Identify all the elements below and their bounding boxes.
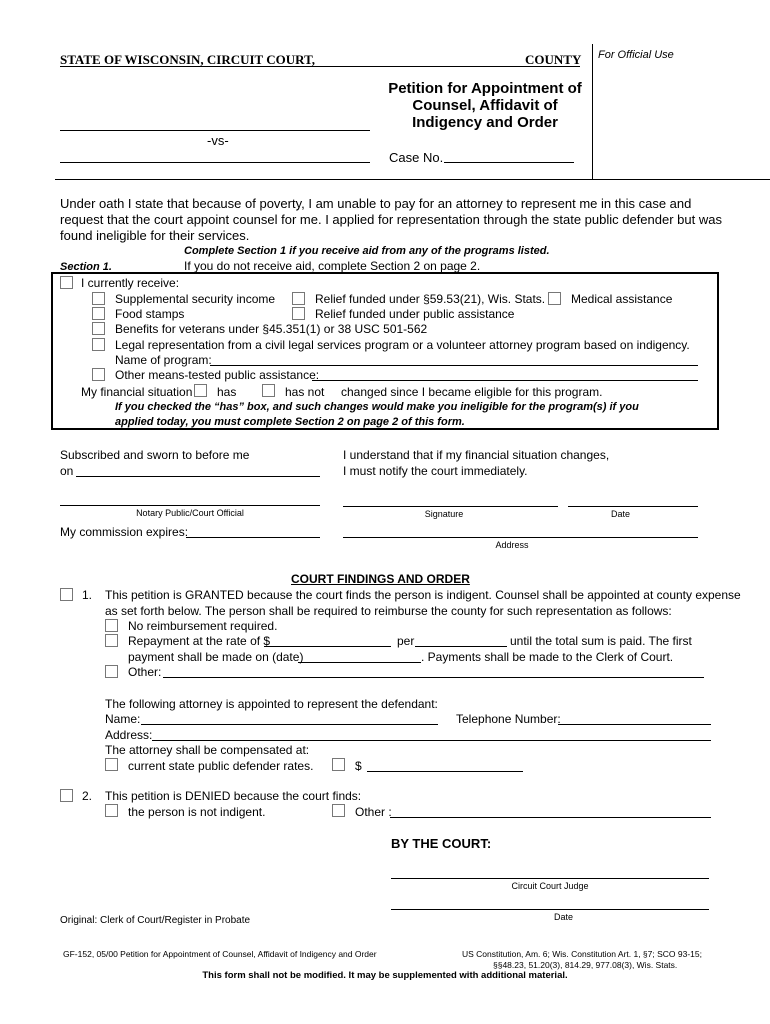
no-reimbursement-checkbox[interactable]	[105, 619, 118, 632]
date-label: Date	[610, 509, 630, 519]
understand-label: I understand that if my financial situation changes,	[343, 448, 610, 462]
by-the-court-label: BY THE COURT:	[391, 836, 492, 851]
header-bottom-rule	[55, 179, 770, 180]
current-rates-label: current state public defender rates.	[128, 759, 314, 773]
payment-made-label: payment shall be made on (date)	[128, 650, 304, 664]
relief-5953-label: Relief funded under §59.53(21), Wis. Stats.	[315, 292, 546, 306]
repayment-period-field[interactable]	[415, 646, 507, 647]
official-use-label: For Official Use	[598, 49, 674, 61]
attorney-address-label: Address:	[105, 728, 153, 742]
medical-assistance-checkbox[interactable]	[548, 292, 561, 305]
has-not-label: has not	[285, 385, 325, 399]
following-attorney-label: The following attorney is appointed to represent the defendant:	[105, 697, 438, 711]
modification-notice: This form shall not be modified. It may be supplemented with additional material.	[202, 970, 568, 981]
denied-other-checkbox[interactable]	[332, 804, 345, 817]
commission-label: My commission expires:	[60, 525, 189, 539]
warning-line1: If you checked the “has” box, and such changes would make you ineligible for the program(s) if you	[115, 401, 639, 413]
original-note: Original: Clerk of Court/Register in Probate	[60, 915, 251, 926]
commission-field[interactable]	[186, 537, 320, 538]
ssi-label: Supplemental security income	[115, 292, 276, 306]
denied-other-label: Other :	[355, 805, 392, 819]
petitioner-signature-field[interactable]	[343, 506, 558, 507]
dollar-amount-checkbox[interactable]	[332, 758, 345, 771]
vs-label: -vs-	[207, 133, 229, 148]
financial-situation-label: My financial situation	[81, 385, 193, 399]
name-program-label: Name of program:	[115, 353, 212, 367]
other-label: Other:	[128, 665, 162, 679]
telephone-label: Telephone Number:	[456, 712, 561, 726]
not-indigent-checkbox[interactable]	[105, 804, 118, 817]
ssi-checkbox[interactable]	[92, 292, 105, 305]
case-no-label: Case No.	[389, 150, 444, 165]
name-program-field[interactable]	[210, 365, 698, 366]
currently-receive-checkbox[interactable]	[60, 276, 73, 289]
not-indigent-label: the person is not indigent.	[128, 805, 266, 819]
judge-date-field[interactable]	[391, 909, 709, 910]
other-means-checkbox[interactable]	[92, 368, 105, 381]
intro-paragraph: Under oath I state that because of poverty, I am unable to pay for an attorney to represent me in this case and request that the court appoint counsel for me. I applied for representation through the state public defender but was found ineligible for their services.	[60, 196, 722, 243]
changed-label: changed since I became eligible for this program.	[341, 385, 603, 399]
current-rates-checkbox[interactable]	[105, 758, 118, 771]
until-label: until the total sum is paid. The first	[510, 634, 692, 648]
court-heading: STATE OF WISCONSIN, CIRCUIT COURT,	[60, 52, 316, 67]
per-label: per	[397, 634, 415, 648]
telephone-field[interactable]	[558, 724, 711, 725]
sworn-date-field[interactable]	[76, 476, 320, 477]
no-reimbursement-label: No reimbursement required.	[128, 619, 278, 633]
county-label: COUNTY	[525, 52, 582, 67]
has-not-checkbox[interactable]	[262, 384, 275, 397]
granted-checkbox[interactable]	[60, 588, 73, 601]
denied-other-field[interactable]	[390, 817, 711, 818]
notify-label: I must notify the court immediately.	[343, 464, 528, 478]
relief-public-checkbox[interactable]	[292, 307, 305, 320]
legal-citation-line1: US Constitution, Am. 6; Wis. Constitution Art. 1, §7; SCO 93-15;	[462, 949, 702, 959]
food-stamps-checkbox[interactable]	[92, 307, 105, 320]
repayment-amount-field[interactable]	[264, 646, 391, 647]
item1-number: 1.	[82, 588, 93, 602]
case-no-field[interactable]	[444, 162, 574, 163]
county-name-line	[60, 66, 580, 67]
no-aid-note: If you do not receive aid, complete Section 2 on page 2.	[184, 259, 481, 273]
medical-assistance-label: Medical assistance	[571, 292, 673, 306]
notary-signature-field[interactable]	[60, 505, 320, 506]
judge-date-label: Date	[553, 912, 573, 922]
petitioner-field[interactable]	[60, 130, 370, 131]
signature-label: Signature	[424, 509, 464, 519]
other-repayment-field[interactable]	[163, 677, 704, 678]
petitioner-date-field[interactable]	[568, 506, 698, 507]
other-means-label: Other means-tested public assistance:	[115, 368, 320, 382]
repayment-checkbox[interactable]	[105, 634, 118, 647]
legal-rep-checkbox[interactable]	[92, 338, 105, 351]
first-payment-date-field[interactable]	[298, 662, 421, 663]
other-means-field[interactable]	[312, 380, 698, 381]
granted-line1: This petition is GRANTED because the court finds the person is indigent. Counsel shall be appointed at county expense	[105, 588, 741, 602]
legal-citation-line2: §§48.23, 51.20(3), 814.29, 977.08(3), Wis. Stats.	[493, 960, 678, 970]
currently-receive-label: I currently receive:	[81, 276, 180, 290]
denied-checkbox[interactable]	[60, 789, 73, 802]
has-label: has	[217, 385, 237, 399]
attorney-name-label: Name:	[105, 712, 141, 726]
address-label: Address	[495, 540, 529, 550]
form-id: GF-152, 05/00 Petition for Appointment of Counsel, Affidavit of Indigency and Order	[63, 949, 377, 959]
subscribed-label: Subscribed and sworn to before me	[60, 448, 250, 462]
denied-label: This petition is DENIED because the court finds:	[105, 789, 362, 803]
compensated-label: The attorney shall be compensated at:	[105, 743, 310, 757]
has-checkbox[interactable]	[194, 384, 207, 397]
veterans-checkbox[interactable]	[92, 322, 105, 335]
food-stamps-label: Food stamps	[115, 307, 185, 321]
attorney-name-field[interactable]	[141, 724, 438, 725]
complete-section1-note: Complete Section 1 if you receive aid from any of the programs listed.	[184, 245, 550, 257]
on-label: on	[60, 464, 74, 478]
other-repayment-checkbox[interactable]	[105, 665, 118, 678]
address-field[interactable]	[343, 537, 698, 538]
item2-number: 2.	[82, 789, 93, 803]
section1-label: Section 1.	[60, 261, 112, 273]
warning-line2: applied today, you must complete Section 2 on page 2 of this form.	[115, 416, 465, 428]
order-heading: COURT FINDINGS AND ORDER	[291, 572, 470, 586]
granted-line2: as set forth below. The person shall be required to reimburse the county for such representation as follows:	[105, 604, 672, 618]
judge-label: Circuit Court Judge	[511, 881, 589, 891]
relief-public-label: Relief funded under public assistance	[315, 307, 515, 321]
respondent-field[interactable]	[60, 162, 370, 163]
relief-5953-checkbox[interactable]	[292, 292, 305, 305]
notary-label: Notary Public/Court Official	[136, 508, 244, 518]
dollar-amount-field[interactable]	[367, 771, 523, 772]
judge-signature-field[interactable]	[391, 878, 709, 879]
repayment-label: Repayment at the rate of $	[128, 634, 271, 648]
veterans-label: Benefits for veterans under §45.351(1) or 38 USC 501-562	[115, 322, 428, 336]
dollar-label: $	[355, 759, 362, 773]
legal-rep-label: Legal representation from a civil legal services program or a volunteer attorney program based on indigency.	[115, 338, 690, 352]
payments-clerk-label: . Payments shall be made to the Clerk of Court.	[421, 650, 674, 664]
page-title: Petition for Appointment of Counsel, Affidavit of Indigency and Order	[388, 80, 582, 131]
attorney-address-field[interactable]	[152, 740, 711, 741]
